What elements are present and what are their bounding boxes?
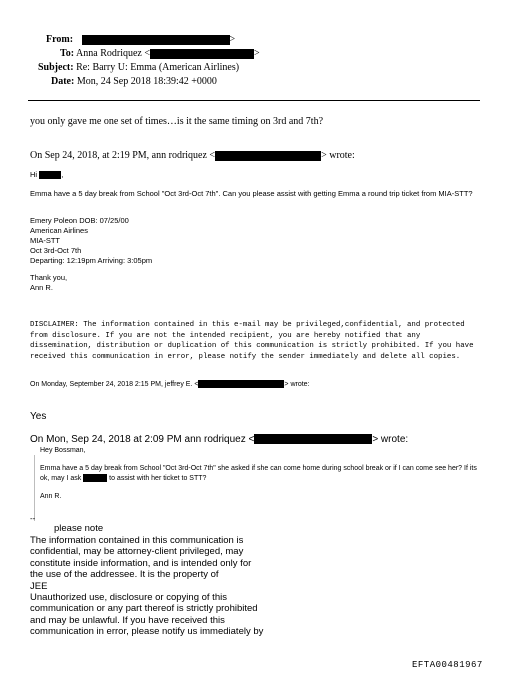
quote3-body — [40, 464, 486, 484]
sig-line: The information contained in this communication is — [30, 535, 244, 546]
sig-line: constitute inside information, and is intended only for — [30, 557, 252, 569]
quote3-intro-prefix: On Mon, Sep 24, 2018 at 2:09 PM ann rodriquez < — [30, 434, 255, 445]
redaction-box — [215, 151, 321, 161]
sig-line: Unauthorized use, disclosure or copying of this — [30, 592, 227, 604]
subject-row — [38, 62, 239, 73]
to-value: Anna Rodriquez < — [76, 48, 151, 59]
sig-line: communication or any part thereof is strictly prohibited — [30, 603, 258, 615]
disclaimer-text: DISCLAIMER: The information contained in this e-mail may be privileged,confidential, and protected from disclosure. If you are not the intended recipient, you are hereby notified that any dissemination, distribution or duplication of this communication is strictly prohibited. If you have received this communication in error, please notify the sender immediately and delete all copies. — [30, 321, 474, 361]
quote1-details — [30, 216, 152, 266]
sig-line: confidential, may be attorney-client privileged, may — [30, 546, 244, 558]
quote-bar — [34, 455, 35, 521]
quote3-signature: Ann R. — [40, 493, 62, 500]
quote3-intro-suffix: > wrote: — [372, 434, 409, 445]
reply-text: you only gave me one set of times…is it the same timing on 3rd and 7th? — [30, 116, 324, 127]
redaction-box — [150, 49, 254, 59]
redaction-box — [254, 434, 372, 444]
quote1-intro-prefix: On Sep 24, 2018, at 2:19 PM, ann rodriquez < — [30, 150, 216, 161]
quote1-greeting-suffix: , — [61, 170, 64, 179]
quote1-greeting-text: Hi — [30, 170, 38, 179]
document-id: EFTA00481967 — [412, 660, 483, 670]
quote1-intro-suffix: > wrote: — [321, 150, 355, 161]
quote3-intro — [30, 434, 408, 445]
sig-line: and may be unlawful. If you have received this — [30, 614, 225, 626]
date-row — [51, 76, 217, 87]
sig-line: the use of the addressee. It is the property of — [30, 569, 219, 581]
header-divider — [28, 100, 480, 101]
from-row — [46, 34, 235, 45]
detail-line: Emery Poleon DOB: 07/25/00 — [30, 216, 129, 225]
quote2-intro-prefix: On Monday, September 24, 2018 2:15 PM, jeffrey E. < — [30, 380, 199, 388]
redaction-box — [198, 380, 284, 388]
quote3-body-part1: Emma have a 5 day break from School "Oct 3rd-Oct 7th" she asked if she can come home during school break or if I can come see her? If its ok, may I ask — [40, 465, 477, 482]
sig-line: JEE — [30, 580, 48, 592]
redaction-box — [82, 35, 230, 45]
from-suffix: > — [229, 34, 236, 45]
quote3-greeting: Hey Bossman, — [40, 447, 86, 454]
detail-line: Departing: 12:19pm Arriving: 3:05pm — [30, 256, 153, 265]
redaction-box — [83, 474, 107, 482]
date-label: Date: — [51, 76, 75, 87]
signoff-text: Thank you, — [30, 273, 68, 282]
to-row — [60, 48, 260, 59]
detail-line: American Airlines — [30, 226, 88, 235]
quote1-body: Emma have a 5 day break from School "Oct 3rd-Oct 7th". Can you please assist with getting Emma a round trip ticket from MIA-STT? — [30, 189, 473, 198]
quote1-intro — [30, 150, 355, 161]
sig-dashes: -- — [30, 514, 36, 523]
detail-line: MIA-STT — [30, 236, 60, 245]
quote2-intro-suffix: > wrote: — [284, 380, 310, 388]
quote1-greeting — [30, 170, 63, 179]
from-label: From: — [46, 34, 74, 45]
sig-line: communication in error, please notify us immediately by — [30, 626, 264, 638]
quote2-body: Yes — [30, 411, 47, 422]
sig-note: please note — [54, 523, 104, 534]
subject-value: Re: Barry U: Emma (American Airlines) — [76, 62, 240, 73]
to-label: To: — [60, 48, 75, 59]
quote3-body-part2: to assist with her ticket to STT? — [109, 475, 207, 482]
to-suffix: > — [254, 48, 260, 59]
subject-label: Subject: — [38, 62, 74, 73]
quote2-intro — [30, 380, 310, 388]
date-value: Mon, 24 Sep 2018 18:39:42 +0000 — [76, 76, 217, 87]
quote1-signoff — [30, 273, 67, 293]
redaction-box — [39, 170, 64, 179]
sig-disclaimer — [30, 535, 263, 638]
detail-line: Oct 3rd-Oct 7th — [30, 246, 82, 255]
signature-text: Ann R. — [30, 283, 53, 292]
